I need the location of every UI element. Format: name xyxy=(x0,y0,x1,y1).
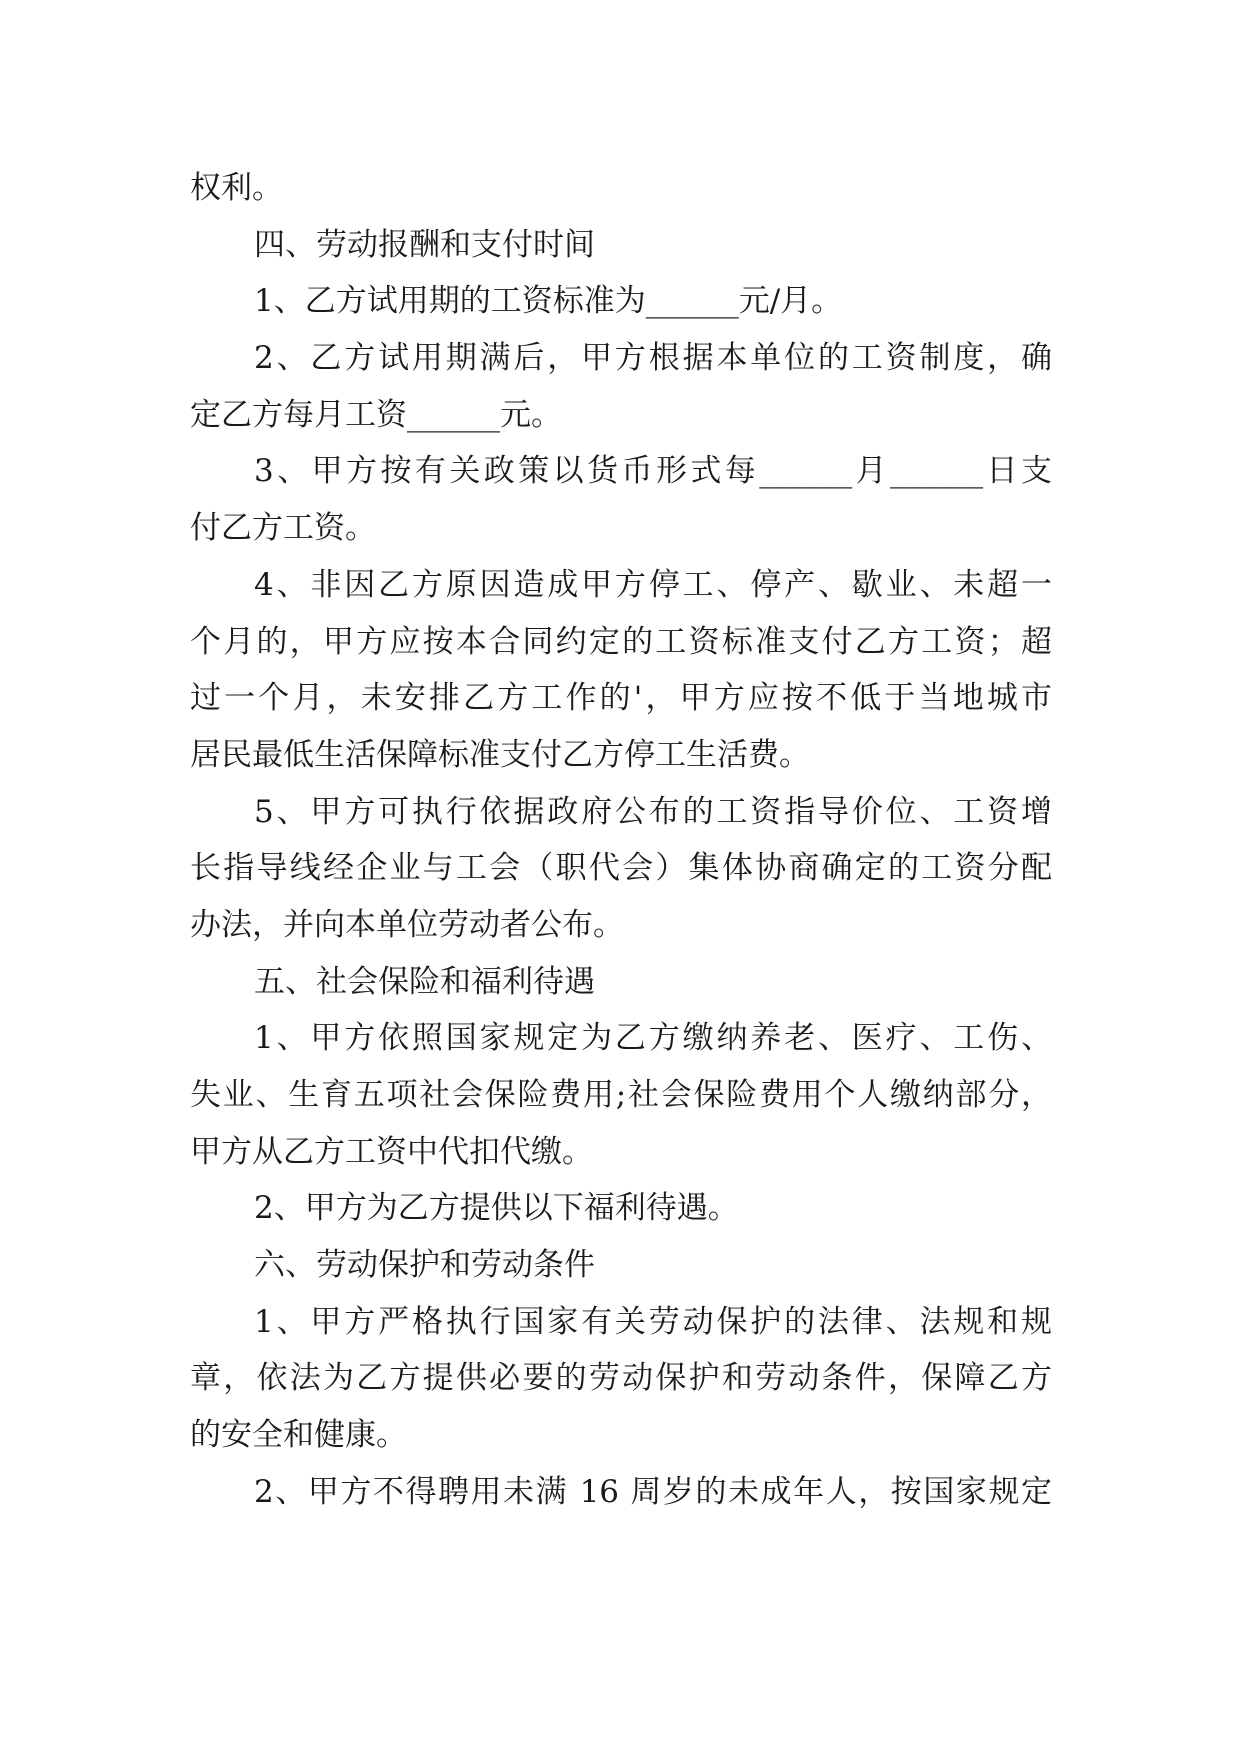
text-line: 甲方从乙方工资中代扣代缴。 xyxy=(190,1133,593,1170)
text-line: 的安全和健康。 xyxy=(190,1417,407,1454)
text-line: 六、劳动保护和劳动条件 xyxy=(254,1247,595,1284)
text-line: 章，依法为乙方提供必要的劳动保护和劳动条件，保障乙方 xyxy=(190,1360,1052,1397)
text-line: 3、甲方按有关政策以货币形式每______月______日支 xyxy=(254,453,1052,490)
text-line: 权利。 xyxy=(190,170,283,206)
text-line: 个月的，甲方应按本合同约定的工资标准支付乙方工资；超 xyxy=(190,623,1052,660)
text-line: 办法，并向本单位劳动者公布。 xyxy=(190,906,624,943)
text-line: 2、甲方为乙方提供以下福利待遇。 xyxy=(254,1190,739,1227)
text-line: 过一个月，未安排乙方工作的'，甲方应按不低于当地城市 xyxy=(190,680,1052,717)
text-line: 5、甲方可执行依据政府公布的工资指导价位、工资增 xyxy=(254,793,1052,830)
text-line: 1、甲方严格执行国家有关劳动保护的法律、法规和规 xyxy=(254,1303,1052,1340)
text-line: 2、甲方不得聘用未满 16 周岁的未成年人，按国家规定 xyxy=(254,1473,1052,1510)
text-line: 四、劳动报酬和支付时间 xyxy=(254,226,595,263)
text-line: 1、甲方依照国家规定为乙方缴纳养老、医疗、工伤、 xyxy=(254,1020,1052,1057)
text-line: 付乙方工资。 xyxy=(190,510,376,547)
text-line: 长指导线经企业与工会（职代会）集体协商确定的工资分配 xyxy=(190,850,1052,887)
text-line: 4、非因乙方原因造成甲方停工、停产、歇业、未超一 xyxy=(254,566,1052,603)
text-line: 居民最低生活保障标准支付乙方停工生活费。 xyxy=(190,736,810,773)
text-line: 2、乙方试用期满后，甲方根据本单位的工资制度，确 xyxy=(254,340,1052,377)
text-line: 定乙方每月工资______元。 xyxy=(190,396,562,433)
text-line: 五、社会保险和福利待遇 xyxy=(254,963,595,1000)
text-line: 失业、生育五项社会保险费用;社会保险费用个人缴纳部分， xyxy=(190,1077,1052,1113)
document-body xyxy=(190,160,1052,1521)
text-line: 1、乙方试用期的工资标准为______元/月。 xyxy=(254,283,843,320)
